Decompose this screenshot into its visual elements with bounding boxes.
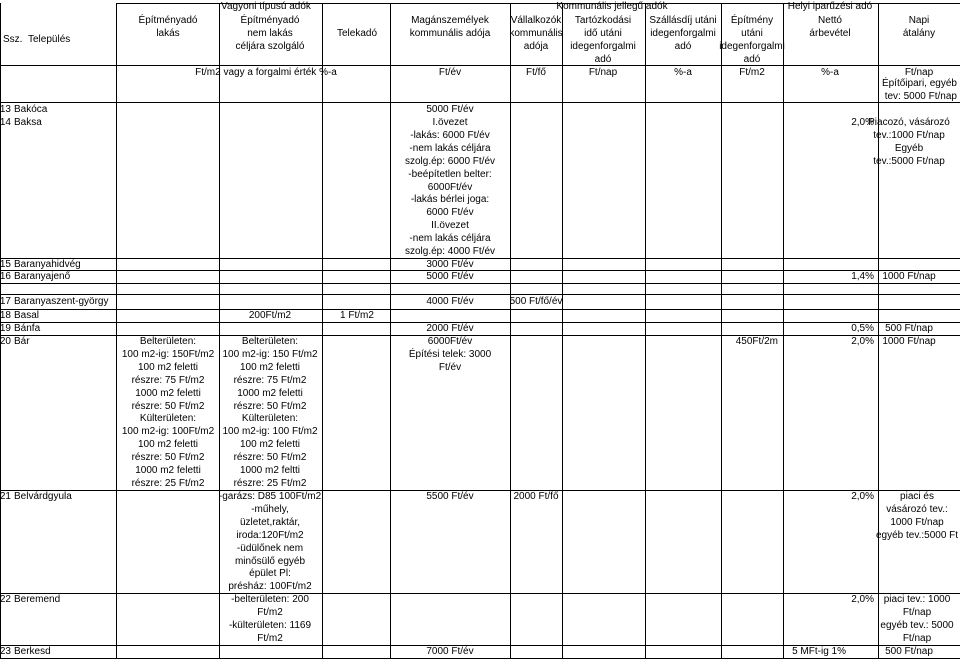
header-epitmeny: idegenforgalmi	[719, 40, 785, 52]
cell-nemlakas: minősülő egyéb	[234, 555, 306, 567]
cell-nemlakas: részre: 50 Ft/m2	[233, 400, 307, 412]
header-telepules: Település	[28, 34, 71, 45]
cell-lakas: Belterületen:	[139, 336, 197, 347]
cell-kommunalis: 2000 Ft/év	[426, 323, 474, 334]
row-settlement: Bánfa	[14, 323, 41, 334]
row-number: 16	[0, 271, 11, 282]
cell-kommunalis: 5500 Ft/év	[426, 491, 474, 502]
cell-napi: Ft/nap	[902, 606, 932, 618]
cell-kommunalis: 3000 Ft/év	[426, 259, 474, 270]
header-tartozkodasi: idő utáni	[584, 27, 622, 39]
cell-lakas: részre: 50 Ft/m2	[131, 400, 205, 412]
grid-line	[219, 3, 220, 658]
cell-nemlakas: 1000 m2 feletti	[237, 387, 303, 399]
cell-netto: 5 MFt-ig 1%	[792, 646, 846, 657]
cell-lakas: 100 m2-ig: 100Ft/m2	[121, 426, 215, 438]
row-settlement: Baranyaszent-györgy	[14, 296, 109, 307]
cell-kommunalis: 7000 Ft/év	[426, 646, 474, 657]
grid-line	[322, 3, 323, 658]
cell-telekado: 1 Ft/m2	[340, 310, 374, 321]
row-settlement: Bár	[14, 336, 30, 347]
cell-kommunalis: -beépítetlen belter:	[408, 168, 492, 180]
grid-line	[0, 270, 960, 271]
row-number: 22	[0, 594, 11, 605]
header-napi: átalány	[902, 27, 936, 39]
header-epitmenyado-lakas: lakás	[156, 27, 180, 39]
cell-kommunalis: -lakás: 6000 Ft/év	[410, 129, 490, 141]
header-epitmenyado-nemlakas: nem lakás	[247, 27, 293, 39]
cell-kommunalis: 6000Ft/év	[427, 336, 473, 347]
grid-line	[0, 490, 960, 491]
header-maganszemelyek: Magánszemélyek	[411, 15, 489, 26]
row-settlement: Bakóca	[14, 104, 48, 115]
grid-line	[390, 3, 391, 658]
header-netto: árbevétel	[809, 27, 851, 39]
cell-napi: 1000 Ft/nap	[890, 516, 944, 528]
cell-kommunalis: szolg.ép: 6000 Ft/év	[404, 155, 496, 167]
cell-nemlakas: üzletet,raktár,	[239, 516, 301, 528]
row-settlement: Baranyajenő	[14, 271, 71, 282]
cell-kommunalis: Ft/év	[438, 361, 462, 373]
cell-nemlakas: -üdülőnek nem	[236, 542, 304, 554]
unit-pct2: %-a	[821, 67, 839, 78]
grid-line	[0, 102, 960, 103]
header-epitmeny: adó	[743, 53, 761, 65]
cell-nemlakas: részre: 25 Ft/m2	[233, 477, 307, 489]
row-settlement: Beremend	[14, 594, 61, 605]
cell-nemlakas: -garázs: D85 100Ft/m2	[218, 491, 322, 502]
row-settlement: Berkesd	[14, 646, 51, 657]
header-epitmenyado-nemlakas: céljára szolgáló	[235, 40, 305, 52]
cell-kommunalis: II.övezet	[431, 220, 469, 232]
row-number: 17	[0, 296, 11, 307]
header-szallasdij: idegenforgalmi	[650, 27, 716, 39]
header-szallasdij: Szállásdíj utáni	[649, 15, 717, 26]
cell-lakas: 100 m2 feletti	[137, 439, 199, 451]
cell-kommunalis: szolg.ép: 4000 Ft/év	[404, 246, 496, 257]
cell-netto: 2,0%	[851, 117, 874, 128]
grid-line	[878, 3, 879, 658]
cell-nemlakas: présház: 100Ft/m2	[228, 581, 312, 593]
row-number: 23	[0, 646, 11, 657]
grid-line	[0, 258, 960, 259]
row-number: 15	[0, 259, 11, 270]
cell-netto: 2,0%	[851, 491, 874, 502]
grid-line	[0, 593, 960, 594]
row-number: 18	[0, 310, 11, 321]
cell-kommunalis: I.övezet	[432, 117, 468, 128]
cell-nemlakas: -külterületen: 1169	[228, 619, 312, 631]
row-number: 20	[0, 336, 11, 347]
unit-pct: %-a	[674, 67, 692, 78]
header-epitmeny: Építmény	[730, 15, 774, 26]
cell-kommunalis: -lakás bérlei joga:	[410, 194, 490, 206]
cell-lakas: Külterületen:	[139, 413, 197, 425]
cell-napi: vásározó tev.:	[886, 503, 948, 515]
cell-kommunalis: 6000Ft/év	[427, 181, 473, 193]
unit-ftnap2: Ft/nap	[904, 67, 934, 78]
cell-lakas: 100 m2 feletti	[137, 361, 199, 373]
cell-netto: 2,0%	[851, 336, 874, 347]
cell-kommunalis: 5000 Ft/év	[426, 104, 474, 115]
row-number: 13	[0, 104, 11, 115]
cell-napi: Piacozó, vásározó	[868, 117, 950, 128]
grid-line	[0, 283, 960, 284]
header-szallasdij: adó	[674, 40, 692, 52]
grid-line	[510, 3, 511, 658]
cell-napi: 500 Ft/nap	[885, 646, 933, 657]
unit-ftfo: Ft/fő	[525, 67, 547, 78]
grid-line	[562, 3, 563, 658]
cell-napi: Egyéb	[894, 142, 924, 154]
group-header-ipar: Helyi iparűzési adó	[787, 1, 873, 12]
cell-kommunalis: 4000 Ft/év	[426, 296, 474, 307]
cell-kommunalis: -nem lakás céljára	[409, 142, 491, 154]
cell-lakas: 100 m2-ig: 150Ft/m2	[121, 348, 215, 360]
header-epitmenyado-lakas: Építményadó	[138, 15, 198, 26]
cell-nemlakas: -műhely,	[251, 503, 289, 515]
cell-nemlakas: Belterületen:	[241, 336, 299, 347]
row-settlement: Baranyahidvég	[14, 259, 81, 270]
group-header-kommunalis: Kommunális jellegű adók	[556, 1, 668, 12]
row-settlement: Basal	[14, 310, 40, 321]
cell-napi: piaci tev.: 1000	[883, 594, 951, 605]
cell-kommunalis: 6000 Ft/év	[426, 207, 474, 219]
cell-nemlakas: 100 m2 feletti	[239, 361, 301, 373]
header-tartozkodasi: idegenforgalmi	[570, 40, 636, 52]
row-settlement: Belvárdgyula	[14, 491, 72, 502]
cell-napi: tev.:5000 Ft/nap	[873, 155, 945, 167]
cell-netto: 2,0%	[851, 594, 874, 605]
cell-lakas: részre: 75 Ft/m2	[131, 374, 205, 386]
unit-ftev: Ft/év	[438, 67, 462, 78]
unit-ftnap: Ft/nap	[588, 67, 618, 78]
cell-napi: 1000 Ft/nap	[882, 271, 936, 282]
cell-nemlakas: -belterületen: 200	[231, 594, 309, 605]
header-epitmenyado-nemlakas: Építményadó	[240, 15, 300, 26]
group-header-vagyoni: Vagyoni típusú adók	[221, 1, 311, 12]
cell-nemlakas: Külterületen:	[241, 413, 299, 425]
unit-ftm2b: Ft/m2	[739, 67, 765, 78]
cell-nemlakas: Ft/m2	[257, 632, 283, 644]
cell-nemlakas: 200Ft/m2	[248, 310, 292, 321]
cell-nemlakas: 100 m2-ig: 100 Ft/m2	[222, 426, 318, 438]
cell-nemlakas: részre: 50 Ft/m2	[233, 452, 307, 464]
header-vallalkozok: Vállalkozók	[510, 15, 562, 26]
header-netto: Nettó	[818, 15, 842, 26]
cell-nemlakas: iroda:120Ft/m2	[236, 529, 304, 541]
header-ssz: Ssz.	[3, 34, 23, 45]
cell-vallalkozok: 2000 Ft/fő	[513, 491, 559, 502]
header-telekado: Telekadó	[336, 28, 378, 39]
cell-vallalkozok: 500 Ft/fő/év	[509, 296, 563, 307]
grid-line	[645, 3, 646, 658]
header-napi: Napi	[908, 15, 930, 26]
cell-nemlakas: Ft/m2	[257, 606, 283, 618]
cell-napi: piaci és	[900, 491, 934, 502]
cell-netto: 1,4%	[851, 271, 874, 282]
cell-napi: tev.:1000 Ft/nap	[873, 129, 945, 141]
cell-nemlakas: épület Pl:	[249, 568, 291, 580]
grid-line	[783, 3, 784, 658]
row-number: 19	[0, 323, 11, 334]
cell-napi: 500 Ft/nap	[885, 323, 933, 334]
cell-lakas: 1000 m2 feletti	[135, 465, 201, 476]
cell-nemlakas: 1000 m2 feltti	[239, 465, 301, 476]
header-vallalkozok: kommunális	[509, 27, 563, 39]
cell-nemlakas: 100 m2 feletti	[239, 439, 301, 451]
unit-ftm2: Ft/m2 vagy a forgalmi érték %-a	[195, 67, 337, 78]
cell-napi: egyéb tev.:5000 Ft	[875, 529, 959, 541]
cell-lakas: részre: 25 Ft/m2	[131, 477, 205, 489]
cell-lakas: részre: 50 Ft/m2	[131, 452, 205, 464]
header-note: tev: 5000 Ft/nap	[884, 90, 957, 102]
cell-kommunalis: 5000 Ft/év	[426, 271, 474, 282]
row-number: 14	[0, 117, 11, 128]
header-tartozkodasi: adó	[594, 53, 612, 65]
cell-napi: egyéb tev.: 5000	[880, 619, 954, 631]
header-epitmeny: utáni	[741, 27, 763, 39]
cell-kommunalis: -nem lakás céljára	[409, 233, 491, 245]
row-settlement: Baksa	[14, 117, 42, 128]
cell-lakas: 1000 m2 feletti	[135, 387, 201, 399]
grid-line	[0, 65, 960, 66]
row-number: 21	[0, 491, 11, 502]
grid-line	[0, 294, 960, 295]
grid-line	[721, 3, 722, 658]
cell-napi: Ft/nap	[902, 632, 932, 644]
cell-nemlakas: részre: 75 Ft/m2	[233, 374, 307, 386]
header-maganszemelyek: kommunális adója	[409, 27, 491, 39]
grid-line	[0, 309, 960, 310]
cell-epitmeny: 450Ft/2m	[735, 336, 778, 347]
header-tartozkodasi: Tartózkodási	[574, 15, 632, 26]
cell-netto: 0,5%	[851, 323, 874, 334]
grid-line	[116, 3, 117, 658]
cell-nemlakas: 100 m2-ig: 150 Ft/m2	[222, 348, 318, 360]
header-note: Építőipari, egyéb	[881, 78, 957, 89]
header-vallalkozok: adója	[523, 40, 549, 52]
cell-napi: 1000 Ft/nap	[882, 336, 936, 347]
cell-kommunalis: Építési telek: 3000	[408, 348, 492, 360]
grid-line	[0, 322, 960, 323]
